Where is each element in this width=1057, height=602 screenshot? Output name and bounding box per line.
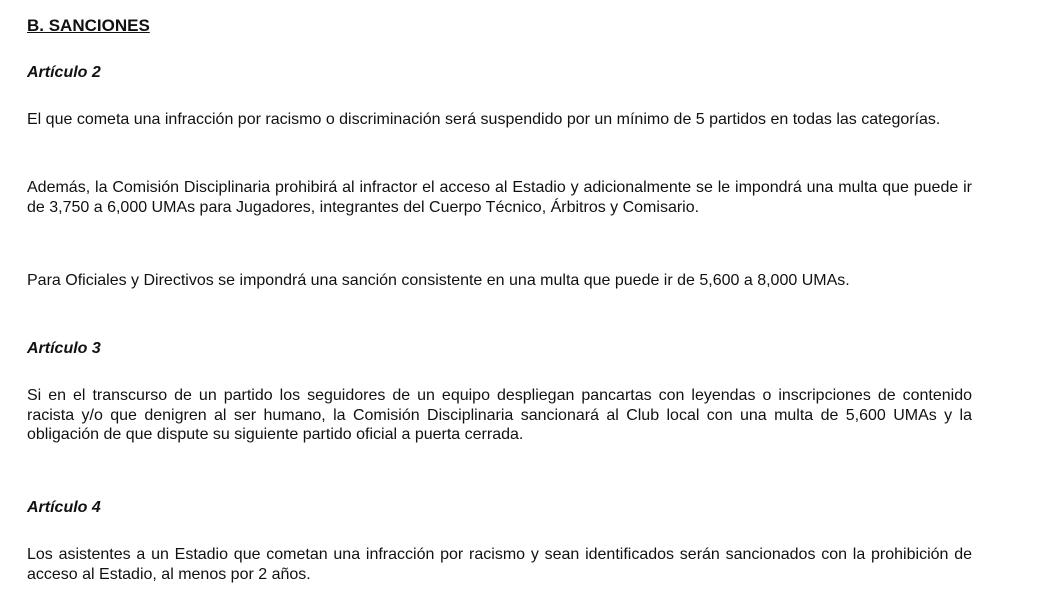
section-heading: B. SANCIONES <box>27 16 150 35</box>
article-heading-2: Artículo 2 <box>27 64 101 81</box>
article-2-paragraph-2: Además, la Comisión Disciplinaria prohibirá al infractor el acceso al Estadio y adicionalmente se le impondrá una multa que puede ir de 3,750 a 6,000 UMAs para Jugadores, integrantes del Cuerpo Técnico, Árbitros y Comisario. <box>27 179 972 216</box>
article-3-paragraph-1: Si en el transcurso de un partido los seguidores de un equipo despliegan pancartas con leyendas o inscripciones de contenido racista y/o que denigren al ser humano, la Comisión Disciplinaria sancionará al Club local con una multa de 5,600 UMAs y la obligación de que dispute su siguiente partido oficial a puerta cerrada. <box>27 387 972 443</box>
article-heading-4: Artículo 4 <box>27 499 101 516</box>
article-2-paragraph-1: El que cometa una infracción por racismo o discriminación será suspendido por un mínimo de 5 partidos en todas las categorías. <box>27 111 941 128</box>
article-heading-3: Artículo 3 <box>27 340 101 357</box>
article-4-paragraph-1: Los asistentes a un Estadio que cometan una infracción por racismo y sean identificados serán sancionados con la prohibición de acceso al Estadio, al menos por 2 años. <box>27 546 972 583</box>
article-2-paragraph-3: Para Oficiales y Directivos se impondrá una sanción consistente en una multa que puede ir de 5,600 a 8,000 UMAs. <box>27 272 850 289</box>
